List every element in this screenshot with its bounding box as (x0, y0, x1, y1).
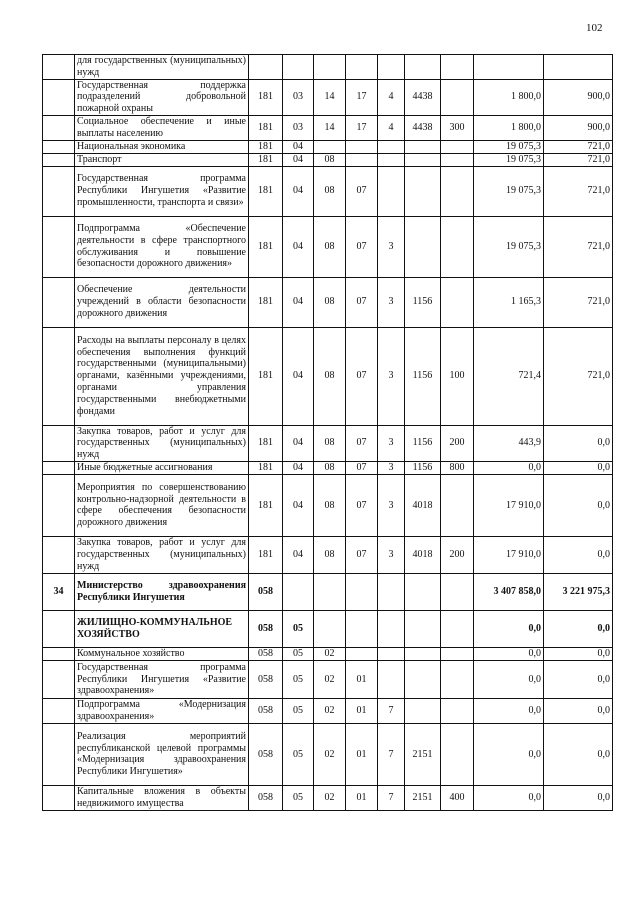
row-index (43, 723, 75, 785)
program-code: 07 (346, 461, 378, 474)
ministry-code: 181 (249, 115, 283, 140)
row-index (43, 461, 75, 474)
amount-year-1: 17 910,0 (474, 474, 544, 536)
program-code: 01 (346, 660, 378, 698)
subsection-code (314, 55, 346, 80)
subsection-code (314, 573, 346, 610)
amount-year-2: 721,0 (544, 140, 613, 153)
subprogram-code: 4 (378, 79, 405, 115)
amount-year-1: 0,0 (474, 647, 544, 660)
amount-year-2: 0,0 (544, 474, 613, 536)
ministry-code: 181 (249, 461, 283, 474)
table-body (43, 55, 613, 811)
subprogram-code: 7 (378, 698, 405, 723)
subprogram-code: 3 (378, 474, 405, 536)
program-code: 01 (346, 785, 378, 810)
target-item-code (405, 55, 441, 80)
table-row (43, 573, 613, 610)
section-code: 05 (283, 647, 314, 660)
row-index (43, 115, 75, 140)
section-code: 04 (283, 425, 314, 461)
amount-year-1: 0,0 (474, 698, 544, 723)
row-index (43, 216, 75, 277)
amount-year-2: 0,0 (544, 698, 613, 723)
amount-year-2: 900,0 (544, 115, 613, 140)
section-code: 04 (283, 153, 314, 166)
section-code: 04 (283, 461, 314, 474)
row-name: Коммунальное хозяйство (75, 647, 249, 660)
target-item-code: 1156 (405, 327, 441, 425)
target-item-code (405, 153, 441, 166)
amount-year-2: 721,0 (544, 166, 613, 216)
target-item-code: 1156 (405, 277, 441, 327)
row-index (43, 166, 75, 216)
program-code (346, 55, 378, 80)
subprogram-code (378, 140, 405, 153)
section-code: 03 (283, 79, 314, 115)
row-name: Подпрограмма «Обеспечение деятельности в сфере транспортного обслуживания и повышение безопасности дорожного движения» (75, 216, 249, 277)
program-code: 07 (346, 277, 378, 327)
amount-year-2: 0,0 (544, 647, 613, 660)
amount-year-1: 0,0 (474, 610, 544, 647)
section-code: 04 (283, 327, 314, 425)
expense-type-code (441, 647, 474, 660)
subsection-code (314, 610, 346, 647)
table-row (43, 216, 613, 277)
amount-year-2: 0,0 (544, 660, 613, 698)
row-name: Социальное обеспечение и иные выплаты населению (75, 115, 249, 140)
ministry-code: 058 (249, 723, 283, 785)
target-item-code: 4438 (405, 115, 441, 140)
expense-type-code (441, 166, 474, 216)
program-code (346, 153, 378, 166)
program-code: 07 (346, 425, 378, 461)
subsection-code: 08 (314, 461, 346, 474)
target-item-code (405, 647, 441, 660)
subprogram-code: 7 (378, 723, 405, 785)
target-item-code (405, 166, 441, 216)
amount-year-1: 19 075,3 (474, 216, 544, 277)
amount-year-2: 0,0 (544, 461, 613, 474)
amount-year-1: 19 075,3 (474, 166, 544, 216)
program-code: 01 (346, 698, 378, 723)
expense-type-code (441, 698, 474, 723)
row-name: ЖИЛИЩНО-КОММУНАЛЬНОЕ ХОЗЯЙСТВО (75, 610, 249, 647)
ministry-code (249, 55, 283, 80)
row-index: 34 (43, 573, 75, 610)
table-row (43, 610, 613, 647)
subsection-code: 08 (314, 166, 346, 216)
row-name: Мероприятия по совершенствованию контрольно-надзорной деятельности в сфере обеспечения безопасности дорожного движения (75, 474, 249, 536)
amount-year-1: 1 165,3 (474, 277, 544, 327)
row-index (43, 698, 75, 723)
target-item-code: 4018 (405, 474, 441, 536)
amount-year-1 (474, 55, 544, 80)
subsection-code: 02 (314, 723, 346, 785)
section-code: 04 (283, 140, 314, 153)
subsection-code: 08 (314, 277, 346, 327)
expense-type-code: 400 (441, 785, 474, 810)
row-name: Закупка товаров, работ и услуг для государственных (муниципальных) нужд (75, 425, 249, 461)
amount-year-1: 1 800,0 (474, 115, 544, 140)
expense-type-code (441, 216, 474, 277)
section-code: 04 (283, 216, 314, 277)
table-row (43, 166, 613, 216)
row-index (43, 647, 75, 660)
page-number: 102 (586, 22, 603, 34)
table-row (43, 536, 613, 573)
subprogram-code (378, 573, 405, 610)
expense-type-code (441, 660, 474, 698)
table-row (43, 723, 613, 785)
row-name: Обеспечение деятельности учреждений в области безопасности дорожного движения (75, 277, 249, 327)
subsection-code: 08 (314, 425, 346, 461)
ministry-code: 181 (249, 536, 283, 573)
section-code: 04 (283, 277, 314, 327)
subprogram-code (378, 660, 405, 698)
table-row (43, 785, 613, 810)
table-row (43, 474, 613, 536)
target-item-code: 4018 (405, 536, 441, 573)
ministry-code: 181 (249, 79, 283, 115)
expense-type-code (441, 55, 474, 80)
table-row (43, 698, 613, 723)
section-code: 04 (283, 474, 314, 536)
expense-type-code (441, 474, 474, 536)
table-row (43, 647, 613, 660)
subprogram-code (378, 610, 405, 647)
table-row (43, 660, 613, 698)
row-name: Государственная поддержка подразделений добровольной пожарной охраны (75, 79, 249, 115)
subprogram-code: 3 (378, 327, 405, 425)
target-item-code: 1156 (405, 461, 441, 474)
amount-year-2: 0,0 (544, 536, 613, 573)
target-item-code (405, 140, 441, 153)
amount-year-2: 900,0 (544, 79, 613, 115)
subsection-code: 08 (314, 536, 346, 573)
target-item-code: 2151 (405, 785, 441, 810)
subsection-code: 08 (314, 153, 346, 166)
section-code: 05 (283, 610, 314, 647)
row-name: Транспорт (75, 153, 249, 166)
amount-year-1: 443,9 (474, 425, 544, 461)
expense-type-code: 200 (441, 536, 474, 573)
section-code: 05 (283, 785, 314, 810)
table-row (43, 79, 613, 115)
subprogram-code (378, 166, 405, 216)
row-index (43, 55, 75, 80)
row-index (43, 785, 75, 810)
section-code: 05 (283, 723, 314, 785)
expense-type-code (441, 277, 474, 327)
amount-year-2: 721,0 (544, 216, 613, 277)
subsection-code (314, 140, 346, 153)
ministry-code: 058 (249, 660, 283, 698)
row-index (43, 660, 75, 698)
program-code (346, 140, 378, 153)
amount-year-1: 19 075,3 (474, 140, 544, 153)
ministry-code: 181 (249, 166, 283, 216)
table-row (43, 55, 613, 80)
subsection-code: 02 (314, 698, 346, 723)
program-code: 17 (346, 79, 378, 115)
subsection-code: 02 (314, 785, 346, 810)
amount-year-1: 0,0 (474, 461, 544, 474)
amount-year-2: 0,0 (544, 723, 613, 785)
row-index (43, 425, 75, 461)
target-item-code (405, 216, 441, 277)
row-index (43, 610, 75, 647)
amount-year-2: 3 221 975,3 (544, 573, 613, 610)
expense-type-code (441, 573, 474, 610)
amount-year-2: 721,0 (544, 327, 613, 425)
row-index (43, 536, 75, 573)
row-name: Министерство здравоохранения Республики Ингушетия (75, 573, 249, 610)
program-code: 07 (346, 166, 378, 216)
row-name: Иные бюджетные ассигнования (75, 461, 249, 474)
row-name: Государственная программа Республики Ингушетия «Развитие промышленности, транспорта и связи» (75, 166, 249, 216)
section-code: 04 (283, 166, 314, 216)
subsection-code: 08 (314, 327, 346, 425)
amount-year-1: 3 407 858,0 (474, 573, 544, 610)
row-name: Закупка товаров, работ и услуг для государственных (муниципальных) нужд (75, 536, 249, 573)
subprogram-code: 3 (378, 536, 405, 573)
expense-type-code (441, 153, 474, 166)
subsection-code: 02 (314, 647, 346, 660)
section-code: 03 (283, 115, 314, 140)
ministry-code: 058 (249, 698, 283, 723)
subprogram-code: 3 (378, 425, 405, 461)
target-item-code: 4438 (405, 79, 441, 115)
amount-year-1: 1 800,0 (474, 79, 544, 115)
program-code: 07 (346, 474, 378, 536)
ministry-code: 058 (249, 573, 283, 610)
row-index (43, 474, 75, 536)
section-code: 05 (283, 660, 314, 698)
ministry-code: 181 (249, 425, 283, 461)
amount-year-1: 721,4 (474, 327, 544, 425)
section-code (283, 573, 314, 610)
amount-year-2: 721,0 (544, 153, 613, 166)
amount-year-1: 0,0 (474, 660, 544, 698)
table-row (43, 153, 613, 166)
subprogram-code: 7 (378, 785, 405, 810)
section-code: 05 (283, 698, 314, 723)
subprogram-code (378, 55, 405, 80)
target-item-code (405, 610, 441, 647)
row-index (43, 153, 75, 166)
amount-year-1: 17 910,0 (474, 536, 544, 573)
target-item-code (405, 660, 441, 698)
amount-year-1: 0,0 (474, 723, 544, 785)
subprogram-code (378, 647, 405, 660)
row-index (43, 327, 75, 425)
ministry-code: 181 (249, 140, 283, 153)
row-name: Расходы на выплаты персоналу в целях обеспечения выполнения функций государственными (муниципальными) органами, казёнными учреждениями, органами управления государственными внебюджетными фондами (75, 327, 249, 425)
ministry-code: 181 (249, 216, 283, 277)
row-index (43, 79, 75, 115)
table-row (43, 425, 613, 461)
subprogram-code: 4 (378, 115, 405, 140)
table-row (43, 277, 613, 327)
row-index (43, 140, 75, 153)
expense-type-code: 100 (441, 327, 474, 425)
amount-year-2: 0,0 (544, 425, 613, 461)
subsection-code: 08 (314, 474, 346, 536)
amount-year-2: 0,0 (544, 785, 613, 810)
amount-year-2 (544, 55, 613, 80)
ministry-code: 181 (249, 474, 283, 536)
program-code (346, 610, 378, 647)
expense-type-code (441, 610, 474, 647)
section-code: 04 (283, 536, 314, 573)
section-code (283, 55, 314, 80)
subsection-code: 14 (314, 79, 346, 115)
expense-type-code: 200 (441, 425, 474, 461)
ministry-code: 181 (249, 153, 283, 166)
target-item-code (405, 698, 441, 723)
ministry-code: 058 (249, 785, 283, 810)
subprogram-code: 3 (378, 216, 405, 277)
row-name: Подпрограмма «Модернизация здравоохранения» (75, 698, 249, 723)
subprogram-code (378, 153, 405, 166)
target-item-code: 2151 (405, 723, 441, 785)
row-name: для государственных (муниципальных) нужд (75, 55, 249, 80)
table-row (43, 140, 613, 153)
expense-type-code (441, 79, 474, 115)
row-index (43, 277, 75, 327)
subsection-code: 14 (314, 115, 346, 140)
expense-type-code (441, 140, 474, 153)
program-code (346, 647, 378, 660)
budget-table (42, 54, 613, 811)
target-item-code (405, 573, 441, 610)
expense-type-code: 800 (441, 461, 474, 474)
table-row (43, 115, 613, 140)
row-name: Национальная экономика (75, 140, 249, 153)
subprogram-code: 3 (378, 277, 405, 327)
target-item-code: 1156 (405, 425, 441, 461)
amount-year-2: 0,0 (544, 610, 613, 647)
ministry-code: 181 (249, 327, 283, 425)
expense-type-code (441, 723, 474, 785)
program-code: 07 (346, 216, 378, 277)
row-name: Реализация мероприятий республиканской целевой программы «Модернизация здравоохранения Республики Ингушетия» (75, 723, 249, 785)
amount-year-2: 721,0 (544, 277, 613, 327)
program-code: 01 (346, 723, 378, 785)
ministry-code: 181 (249, 277, 283, 327)
table-row (43, 327, 613, 425)
expense-type-code: 300 (441, 115, 474, 140)
amount-year-1: 19 075,3 (474, 153, 544, 166)
program-code: 17 (346, 115, 378, 140)
subsection-code: 08 (314, 216, 346, 277)
program-code: 07 (346, 536, 378, 573)
subprogram-code: 3 (378, 461, 405, 474)
ministry-code: 058 (249, 647, 283, 660)
ministry-code: 058 (249, 610, 283, 647)
table-row (43, 461, 613, 474)
row-name: Государственная программа Республики Ингушетия «Развитие здравоохранения» (75, 660, 249, 698)
subsection-code: 02 (314, 660, 346, 698)
program-code (346, 573, 378, 610)
row-name: Капитальные вложения в объекты недвижимого имущества (75, 785, 249, 810)
program-code: 07 (346, 327, 378, 425)
amount-year-1: 0,0 (474, 785, 544, 810)
